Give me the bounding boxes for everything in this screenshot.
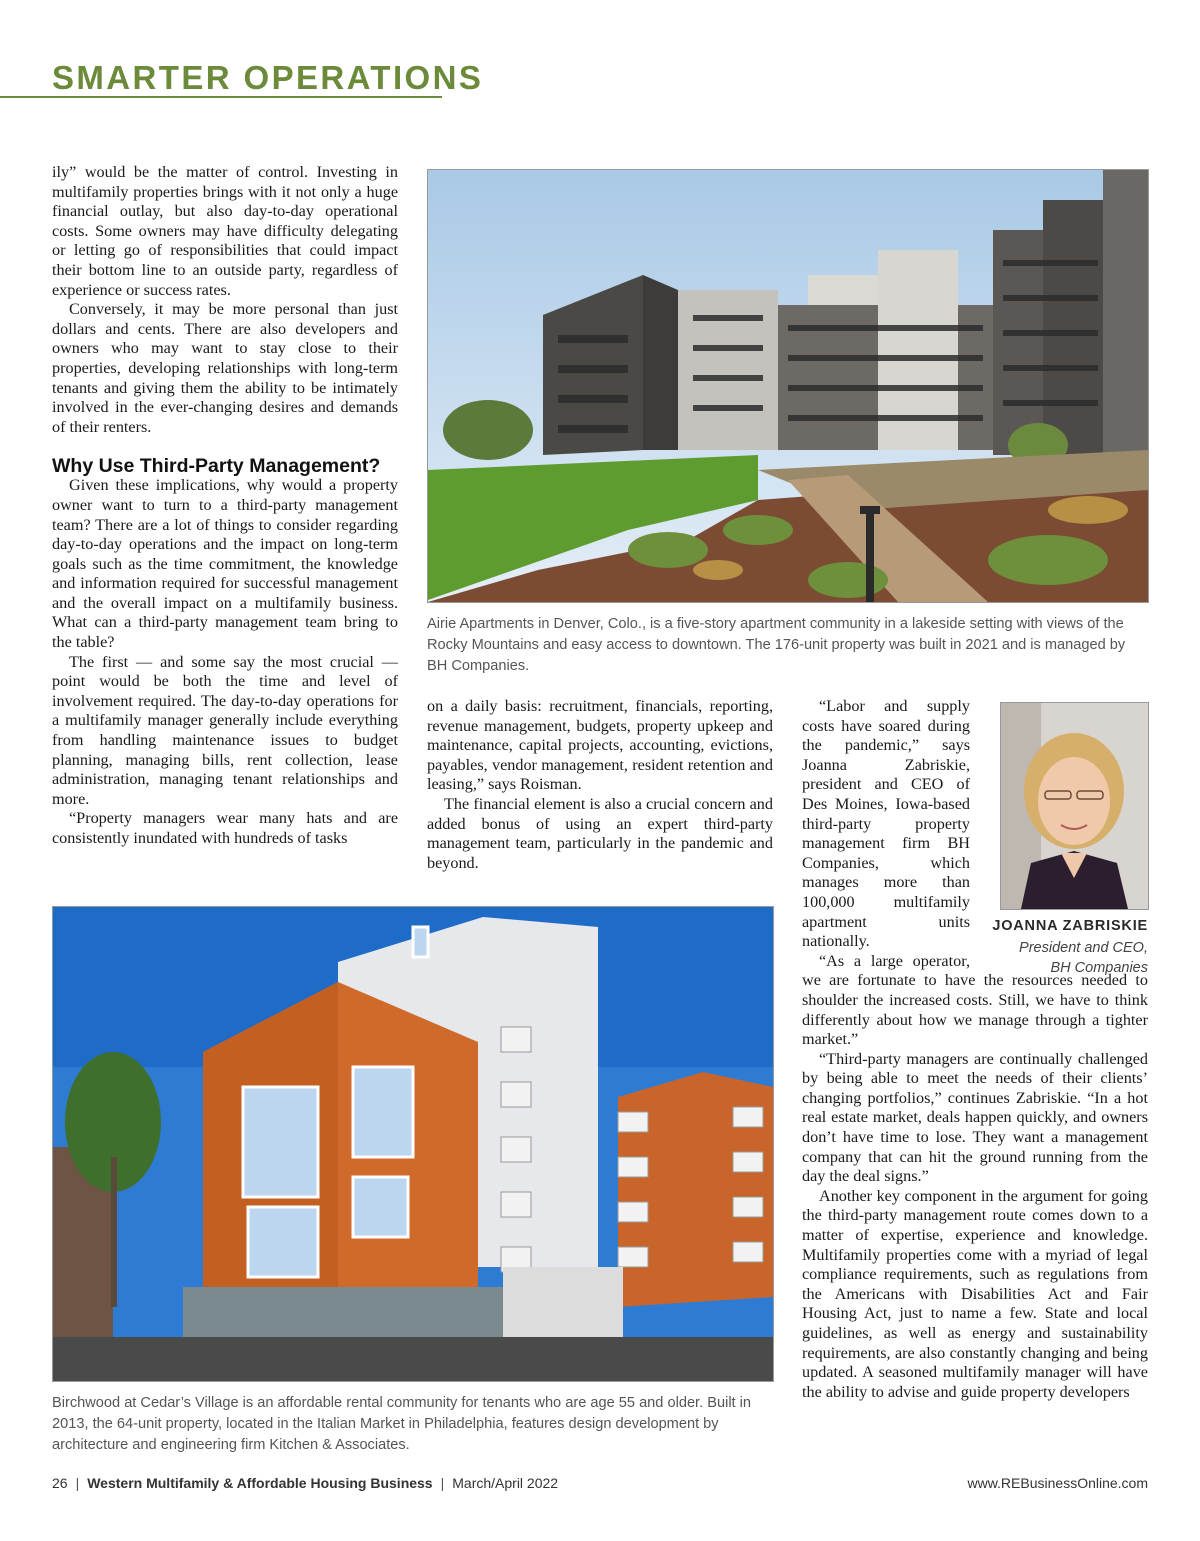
- birchwood-photo: [52, 906, 774, 1382]
- issue-date: March/April 2022: [452, 1475, 559, 1491]
- page-number: 26: [52, 1475, 68, 1491]
- section-heading: Why Use Third-Party Management?: [52, 455, 381, 478]
- portrait-title-line1: President and CEO,: [1019, 940, 1148, 956]
- airie-apartments-photo: [427, 169, 1149, 603]
- portrait-title-line2: BH Companies: [1050, 960, 1148, 976]
- publication-name: Western Multifamily & Affordable Housing Business: [87, 1475, 433, 1491]
- paragraph: Conversely, it may be more personal than just dollars and cents. There are also developers and owners who may want to stay close to their properties, developing relationships with long-term tenants and giving them the ability to be intimately involved in the ever-changing desires and demands of their renters.: [52, 300, 398, 436]
- paragraph: Another key component in the argument for going the third-party management route comes down to a matter of expertise, experience and knowledge. Multifamily properties come with a myriad of legal compliance requirements, such as regulations from the Americans with Disabilities Act and Fair Housing Act, just to name a few. State and local guidelines, as well as energy and sustainability requirements, are also constantly changing and being updated. A seasoned multifamily manager will have the ability to advise and guide property developers: [802, 1186, 1148, 1401]
- paragraph: on a daily basis: recruitment, financials, reporting, revenue management, budgets, property upkeep and maintenance, capital projects, accounting, evictions, payables, vendor management, resident retention and leasing,” says Roisman.: [427, 697, 773, 794]
- paragraph: “Third-party managers are continually challenged by being able to meet the needs of their clients’ changing portfolios,” continues Zabriskie. “In a hot real estate market, deals happen quickly, and owners don’t have time to lose. They want a management company that can hit the ground running from the day the deal signs.”: [802, 1049, 1148, 1186]
- airie-photo-caption: Airie Apartments in Denver, Colo., is a five-story apartment community in a lakeside setting with views of the Rocky Mountains and easy access to downtown. The 176-unit property was built in 2021 and is managed by BH Companies.: [427, 616, 1126, 674]
- paragraph: The financial element is also a crucial concern and added bonus of using an expert third-party management team, particularly in the pandemic and beyond.: [427, 794, 773, 872]
- footer-website[interactable]: www.REBusinessOnline.com: [967, 1475, 1148, 1491]
- footer-left: 26 | Western Multifamily & Affordable Housing Business | March/April 2022: [52, 1475, 559, 1491]
- birchwood-photo-caption: Birchwood at Cedar’s Village is an affordable rental community for tenants who are age 55 and older. Built in 2013, the 64-unit property, located in the Italian Market in Philadelphia, features design development by architecture and engineering firm Kitchen & Associates.: [52, 1395, 752, 1453]
- article-column-2: [427, 697, 773, 873]
- paragraph: “Labor and supply costs have soared during the pandemic,” says Joanna Zabriskie, president and CEO of Des Moines, Iowa-based third-party property management firm BH Companies, which manages more than 100,000 multifamily apartment units nationally.: [802, 697, 970, 951]
- section-title: SMARTER OPERATIONS: [52, 59, 484, 96]
- portrait-name: JOANNA ZABRISKIE: [992, 918, 1148, 934]
- paragraph: “Property managers wear many hats and are consistently inundated with hundreds of tasks: [52, 809, 398, 847]
- portrait-title: [990, 938, 1148, 978]
- joanna-zabriskie-portrait: [1000, 702, 1149, 910]
- section-rule: [0, 96, 442, 98]
- paragraph: “As a large operator, we are fortunate to have the resources needed to shoulder the increased costs. Still, we have to think differently about how we manage through a tighter market.”: [802, 951, 1148, 1049]
- paragraph: The first — and some say the most crucial — point would be both the time and level of involvement required. The day-to-day operations for a multifamily manager generally include everything from handling maintenance issues to budget planning, managing bills, rent collection, lease administration, managing tenant relationships and more.: [52, 652, 398, 808]
- paragraph: Given these implications, why would a property owner want to turn to a third-party management team? There are a lot of things to consider regarding day-to-day operations and the impact on long-term goals such as the time commitment, the knowledge and information required for successful management and the overall impact on a multifamily business. What can a third-party management team bring to the table?: [52, 476, 398, 652]
- paragraph: ily” would be the matter of control. Investing in multifamily properties brings with it not only a huge financial outlay, but also day-to-day operational costs. Some owners may have difficulty delegating or letting go of responsibilities that could impact their bottom line to an outside party, regardless of experience or success rates.: [52, 163, 398, 299]
- article-column-1: [52, 163, 398, 849]
